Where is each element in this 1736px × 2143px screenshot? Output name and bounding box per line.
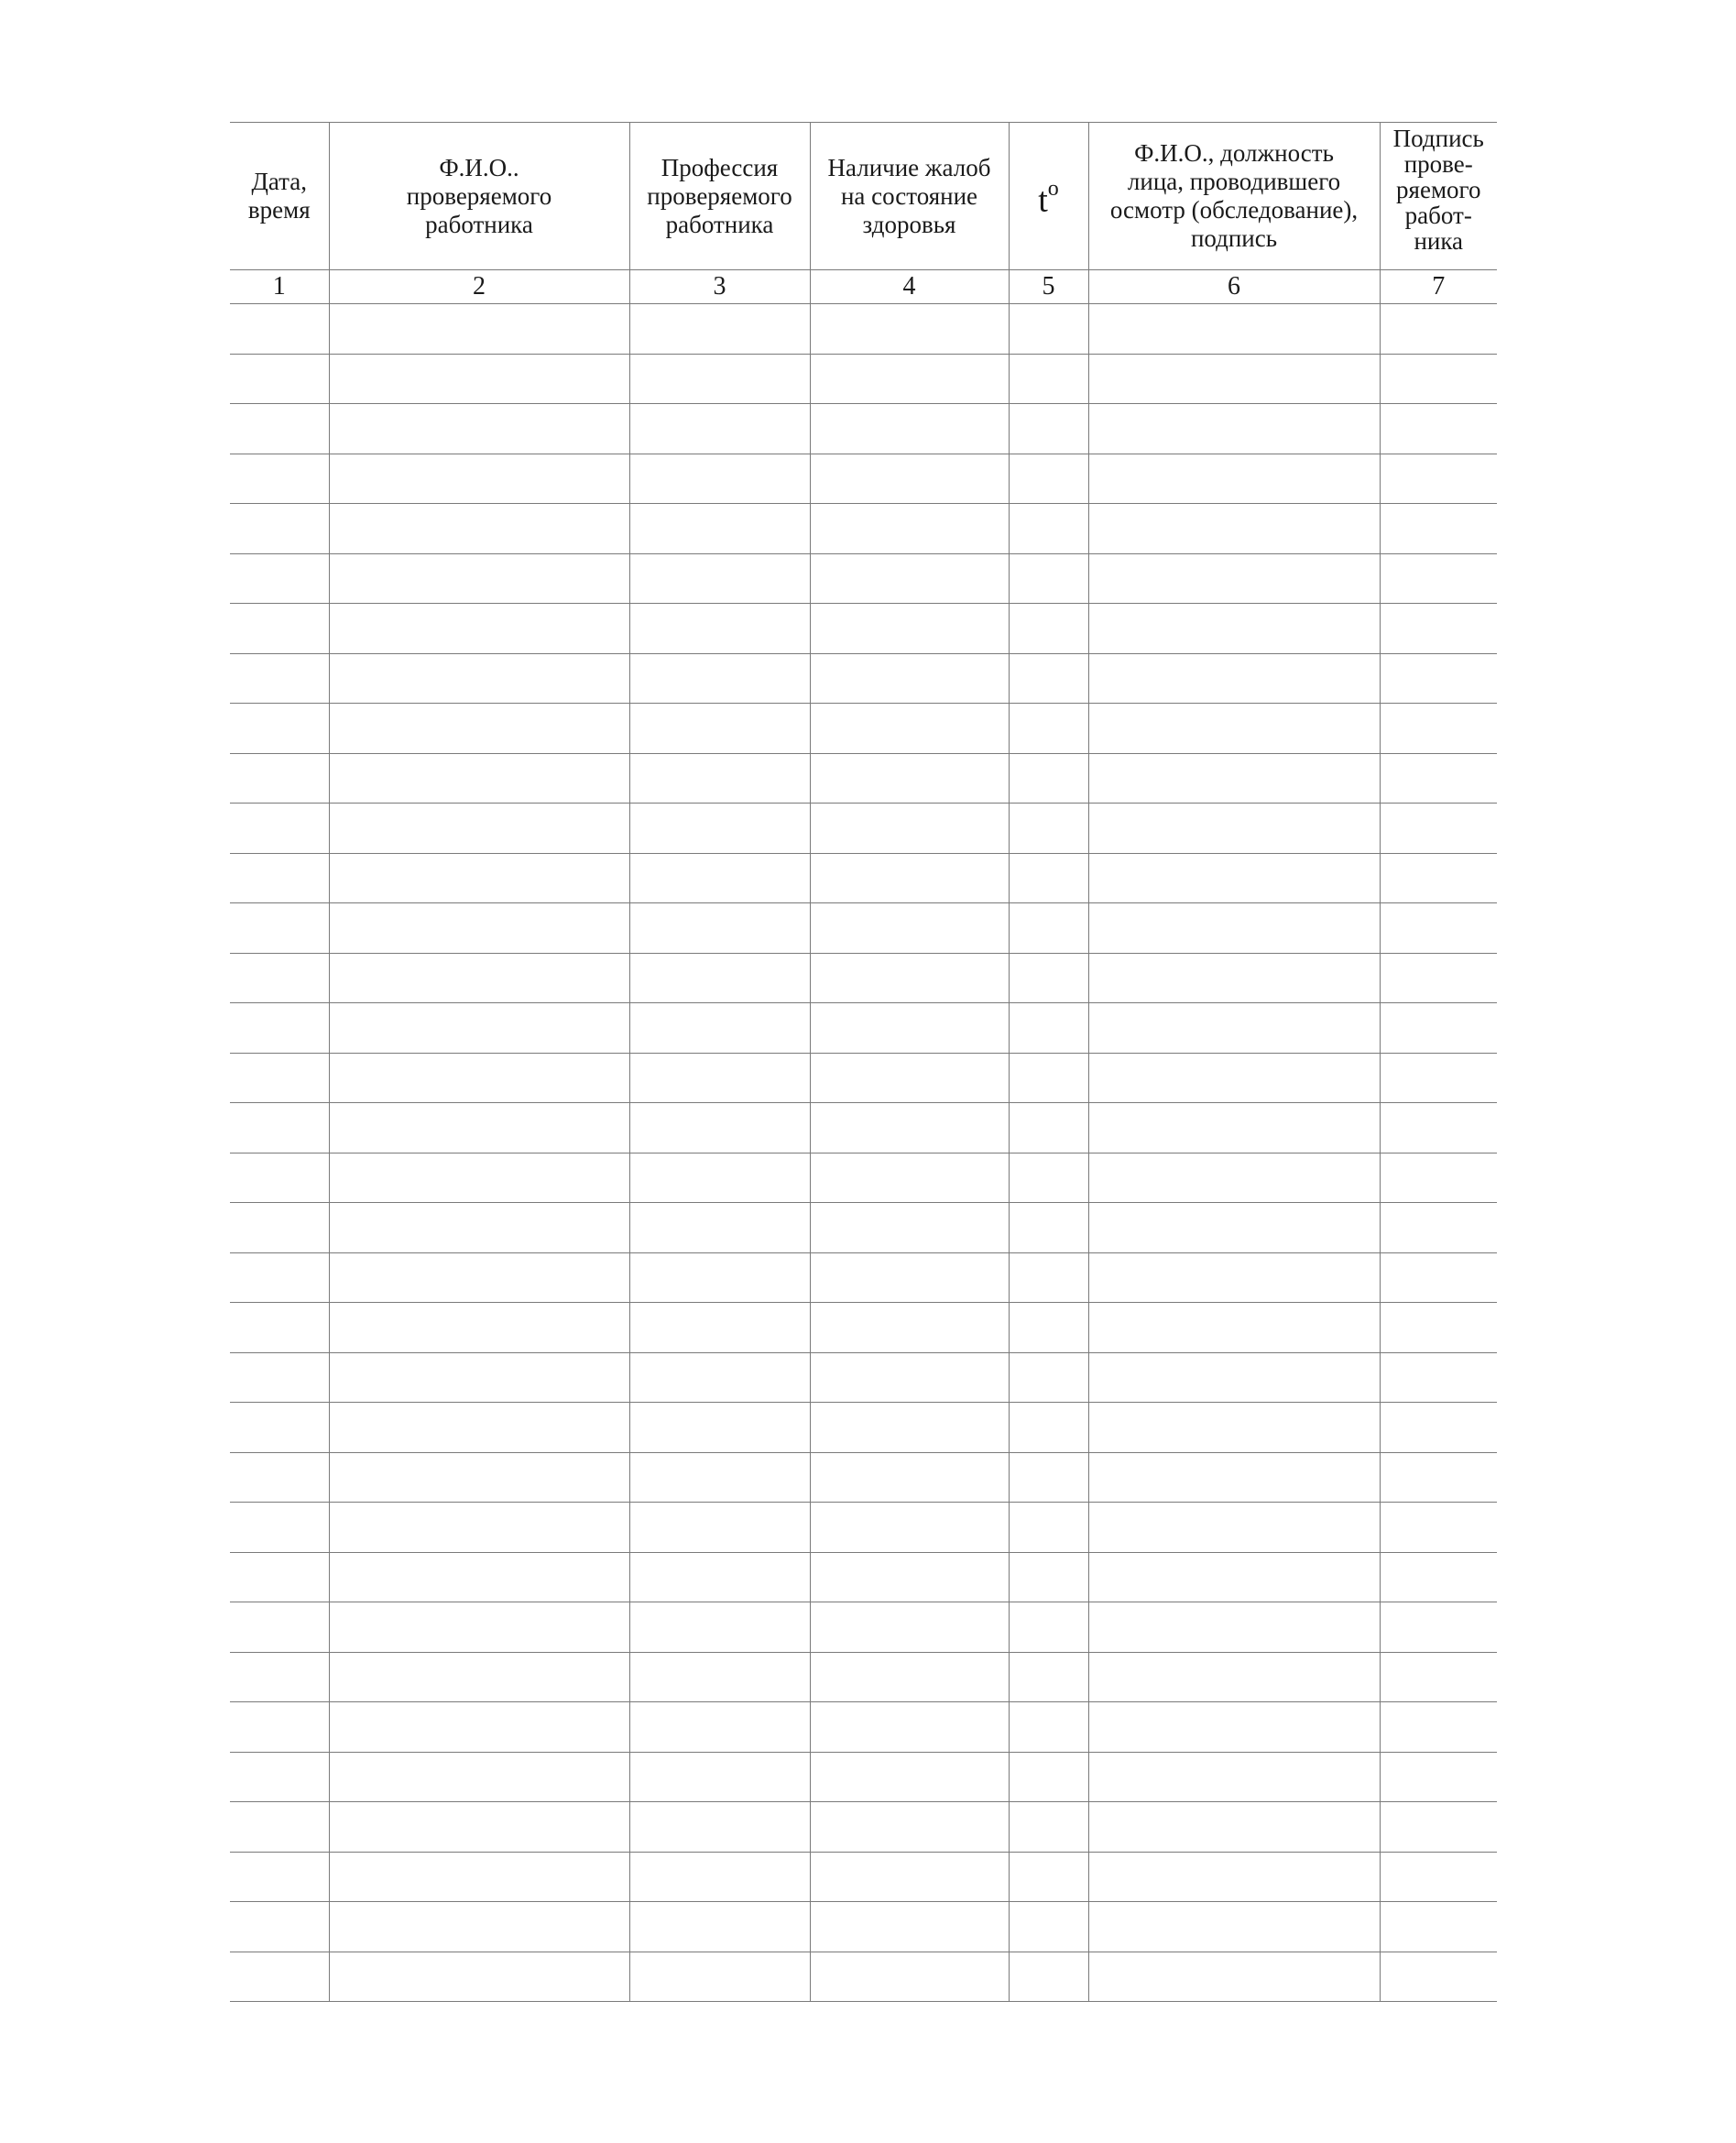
table-cell[interactable] [629, 804, 810, 854]
table-cell[interactable] [1009, 1552, 1088, 1602]
table-cell[interactable] [329, 804, 629, 854]
table-cell[interactable] [629, 1352, 810, 1403]
table-cell[interactable] [1009, 1503, 1088, 1553]
table-row [230, 1053, 1497, 1103]
table-cell[interactable] [629, 704, 810, 754]
table-cell[interactable] [230, 1602, 329, 1653]
table-cell[interactable] [230, 604, 329, 654]
table-cell[interactable] [629, 1203, 810, 1253]
table-cell[interactable] [629, 753, 810, 804]
column-number: 2 [329, 270, 629, 304]
table-cell[interactable] [1009, 953, 1088, 1003]
table-cell[interactable] [1088, 653, 1380, 704]
table-cell[interactable] [1088, 1702, 1380, 1753]
table-cell[interactable] [629, 553, 810, 604]
table-cell[interactable] [1380, 604, 1497, 654]
table-row [230, 604, 1497, 654]
table-cell[interactable] [1009, 1153, 1088, 1203]
table-cell[interactable] [230, 1503, 329, 1553]
table-cell[interactable] [1380, 1003, 1497, 1054]
table-cell[interactable] [230, 653, 329, 704]
table-cell[interactable] [230, 1802, 329, 1853]
table-cell[interactable] [329, 1852, 629, 1902]
table-row [230, 804, 1497, 854]
table-cell[interactable] [1009, 903, 1088, 954]
table-cell[interactable] [1009, 1652, 1088, 1702]
table-cell[interactable] [329, 953, 629, 1003]
table-cell[interactable] [810, 1252, 1009, 1303]
table-cell[interactable] [1088, 1452, 1380, 1503]
table-row [230, 1452, 1497, 1503]
table-cell[interactable] [1088, 1352, 1380, 1403]
table-cell[interactable] [1009, 1802, 1088, 1853]
table-cell[interactable] [1009, 1702, 1088, 1753]
table-cell[interactable] [230, 804, 329, 854]
table-cell[interactable] [230, 953, 329, 1003]
header-temperature: $t^o$ [1009, 123, 1088, 270]
table-cell[interactable] [1009, 853, 1088, 903]
table-cell[interactable] [629, 1153, 810, 1203]
column-number: 5 [1009, 270, 1088, 304]
table-cell[interactable] [810, 553, 1009, 604]
table-cell[interactable] [1088, 354, 1380, 404]
column-number: 4 [810, 270, 1009, 304]
table-cell[interactable] [329, 1552, 629, 1602]
table-cell[interactable] [810, 1552, 1009, 1602]
table-cell[interactable] [1009, 604, 1088, 654]
table-cell[interactable] [1088, 1902, 1380, 1952]
table-row [230, 1802, 1497, 1853]
table-cell[interactable] [810, 1952, 1009, 2002]
table-cell[interactable] [329, 1952, 629, 2002]
table-cell[interactable] [1009, 704, 1088, 754]
table-cell[interactable] [629, 1752, 810, 1802]
table-cell[interactable] [629, 1802, 810, 1853]
table-cell[interactable] [329, 504, 629, 554]
table-cell[interactable] [230, 1352, 329, 1403]
table-cell[interactable] [329, 1003, 629, 1054]
table-row [230, 504, 1497, 554]
table-cell[interactable] [1009, 804, 1088, 854]
column-number: 6 [1088, 270, 1380, 304]
table-cell[interactable] [1009, 1303, 1088, 1353]
degree-superscript: o [1047, 176, 1059, 201]
table-cell[interactable] [1380, 1452, 1497, 1503]
table-cell[interactable] [329, 354, 629, 404]
table-cell[interactable] [1009, 454, 1088, 504]
table-cell[interactable] [1380, 1752, 1497, 1802]
table-cell[interactable] [629, 1452, 810, 1503]
table-row [230, 304, 1497, 355]
table-cell[interactable] [329, 1303, 629, 1353]
table-cell[interactable] [1088, 804, 1380, 854]
table-cell[interactable] [329, 1452, 629, 1503]
table-cell[interactable] [629, 1652, 810, 1702]
table-cell[interactable] [329, 1403, 629, 1453]
table-row [230, 1902, 1497, 1952]
header-examiner: Ф.И.О., должность лица, проводившего осмотр (обследование), подпись [1088, 123, 1380, 270]
table-cell[interactable] [629, 953, 810, 1003]
table-cell[interactable] [1088, 1852, 1380, 1902]
table-row [230, 1003, 1497, 1054]
journal-sheet [230, 122, 1497, 2002]
table-cell[interactable] [329, 304, 629, 355]
header-date-time: Дата, время [230, 123, 329, 270]
table-cell[interactable] [329, 653, 629, 704]
table-row [230, 354, 1497, 404]
table-cell[interactable] [1380, 953, 1497, 1003]
table-cell[interactable] [230, 504, 329, 554]
table-cell[interactable] [230, 1852, 329, 1902]
table-cell[interactable] [230, 704, 329, 754]
table-cell[interactable] [1088, 753, 1380, 804]
table-cell[interactable] [810, 354, 1009, 404]
table-cell[interactable] [1088, 553, 1380, 604]
table-row [230, 1103, 1497, 1154]
table-cell[interactable] [1009, 1852, 1088, 1902]
table-cell[interactable] [1088, 1652, 1380, 1702]
table-cell[interactable] [810, 1403, 1009, 1453]
table-cell[interactable] [629, 1403, 810, 1453]
table-cell[interactable] [329, 1802, 629, 1853]
table-cell[interactable] [230, 1303, 329, 1353]
table-cell[interactable] [329, 704, 629, 754]
table-cell[interactable] [1088, 504, 1380, 554]
table-cell[interactable] [1088, 454, 1380, 504]
table-cell[interactable] [1009, 1053, 1088, 1103]
table-cell[interactable] [810, 704, 1009, 754]
table-cell[interactable] [1009, 1252, 1088, 1303]
table-cell[interactable] [810, 1652, 1009, 1702]
table-cell[interactable] [1380, 1852, 1497, 1902]
table-cell[interactable] [230, 553, 329, 604]
table-cell[interactable] [810, 1852, 1009, 1902]
table-cell[interactable] [329, 1752, 629, 1802]
table-cell[interactable] [1009, 553, 1088, 604]
table-cell[interactable] [629, 1852, 810, 1902]
table-cell[interactable] [629, 504, 810, 554]
table-row [230, 903, 1497, 954]
table-cell[interactable] [1088, 304, 1380, 355]
table-cell[interactable] [1088, 1752, 1380, 1802]
table-cell[interactable] [1088, 903, 1380, 954]
table-cell[interactable] [1380, 553, 1497, 604]
table-cell[interactable] [329, 1103, 629, 1154]
table-row [230, 1303, 1497, 1353]
table-row [230, 1552, 1497, 1602]
table-row [230, 753, 1497, 804]
table-cell[interactable] [329, 1602, 629, 1653]
table-cell[interactable] [1088, 1203, 1380, 1253]
table-cell[interactable] [329, 1203, 629, 1253]
column-number: 7 [1380, 270, 1497, 304]
table-cell[interactable] [810, 1352, 1009, 1403]
column-number: 1 [230, 270, 329, 304]
table-cell[interactable] [230, 454, 329, 504]
table-cell[interactable] [1088, 1602, 1380, 1653]
table-cell[interactable] [1009, 1602, 1088, 1653]
table-cell[interactable] [1009, 753, 1088, 804]
table-cell[interactable] [1009, 404, 1088, 454]
table-cell[interactable] [1380, 1503, 1497, 1553]
table-cell[interactable] [810, 903, 1009, 954]
table-row [230, 1852, 1497, 1902]
table-cell[interactable] [1380, 1203, 1497, 1253]
table-row [230, 404, 1497, 454]
table-cell[interactable] [629, 1952, 810, 2002]
table-row [230, 853, 1497, 903]
table-cell[interactable] [810, 504, 1009, 554]
table-cell[interactable] [810, 454, 1009, 504]
table-cell[interactable] [1088, 1503, 1380, 1553]
table-cell[interactable] [629, 304, 810, 355]
table-cell[interactable] [329, 853, 629, 903]
table-cell[interactable] [230, 1752, 329, 1802]
table-cell[interactable] [629, 454, 810, 504]
table-cell[interactable] [329, 553, 629, 604]
table-cell[interactable] [230, 1403, 329, 1453]
table-cell[interactable] [1088, 1153, 1380, 1203]
table-cell[interactable] [230, 304, 329, 355]
table-cell[interactable] [230, 753, 329, 804]
column-number: 3 [629, 270, 810, 304]
table-cell[interactable] [230, 1153, 329, 1203]
table-row [230, 454, 1497, 504]
table-cell[interactable] [1088, 404, 1380, 454]
table-cell[interactable] [1380, 1702, 1497, 1753]
table-cell[interactable] [230, 1952, 329, 2002]
table-cell[interactable] [1380, 1153, 1497, 1203]
header-health-complaints: Наличие жалоб на состояние здоровья [810, 123, 1009, 270]
table-cell[interactable] [1088, 1003, 1380, 1054]
table-cell[interactable] [1380, 1403, 1497, 1453]
table-cell[interactable] [1009, 1952, 1088, 2002]
table-cell[interactable] [810, 753, 1009, 804]
table-cell[interactable] [1380, 1902, 1497, 1952]
table-cell[interactable] [1088, 704, 1380, 754]
table-cell[interactable] [810, 1752, 1009, 1802]
table-row [230, 1602, 1497, 1653]
table-cell[interactable] [810, 1103, 1009, 1154]
table-cell[interactable] [629, 1902, 810, 1952]
table-cell[interactable] [810, 1053, 1009, 1103]
table-cell[interactable] [230, 853, 329, 903]
table-cell[interactable] [810, 1452, 1009, 1503]
table-row [230, 1702, 1497, 1753]
table-cell[interactable] [1380, 1952, 1497, 2002]
table-row [230, 1652, 1497, 1702]
table-cell[interactable] [230, 1252, 329, 1303]
table-cell[interactable] [1380, 1053, 1497, 1103]
table-cell[interactable] [1088, 604, 1380, 654]
table-row [230, 1952, 1497, 2002]
table-cell[interactable] [230, 404, 329, 454]
table-cell[interactable] [329, 404, 629, 454]
table-cell[interactable] [230, 903, 329, 954]
log-body [230, 304, 1497, 2002]
table-cell[interactable] [629, 1602, 810, 1653]
table-cell[interactable] [1380, 1802, 1497, 1853]
table-cell[interactable] [810, 1203, 1009, 1253]
table-cell[interactable] [329, 604, 629, 654]
table-cell[interactable] [230, 1053, 329, 1103]
table-row [230, 1752, 1497, 1802]
header-row [230, 123, 1497, 270]
table-cell[interactable] [230, 1552, 329, 1602]
table-cell[interactable] [629, 604, 810, 654]
table-cell[interactable] [329, 1252, 629, 1303]
table-cell[interactable] [1380, 1552, 1497, 1602]
table-cell[interactable] [230, 1702, 329, 1753]
table-cell[interactable] [329, 1053, 629, 1103]
header-worker-name: Ф.И.О.. проверяемого работника [329, 123, 629, 270]
table-cell[interactable] [810, 953, 1009, 1003]
table-cell[interactable] [1380, 1352, 1497, 1403]
table-cell[interactable] [629, 354, 810, 404]
table-row [230, 953, 1497, 1003]
table-cell[interactable] [230, 1452, 329, 1503]
table-cell[interactable] [230, 1103, 329, 1154]
table-cell[interactable] [1380, 853, 1497, 903]
table-cell[interactable] [810, 1602, 1009, 1653]
table-cell[interactable] [1380, 804, 1497, 854]
table-cell[interactable] [1380, 1303, 1497, 1353]
table-cell[interactable] [329, 1153, 629, 1203]
table-cell[interactable] [1380, 354, 1497, 404]
table-cell[interactable] [629, 1053, 810, 1103]
table-cell[interactable] [810, 604, 1009, 654]
table-cell[interactable] [329, 1652, 629, 1702]
table-cell[interactable] [329, 1352, 629, 1403]
table-cell[interactable] [1009, 1902, 1088, 1952]
table-cell[interactable] [810, 1153, 1009, 1203]
table-cell[interactable] [629, 1303, 810, 1353]
table-cell[interactable] [1009, 1103, 1088, 1154]
table-cell[interactable] [629, 1003, 810, 1054]
table-cell[interactable] [1009, 354, 1088, 404]
table-row [230, 1203, 1497, 1253]
table-cell[interactable] [1009, 304, 1088, 355]
table-cell[interactable] [810, 304, 1009, 355]
table-cell[interactable] [1380, 1252, 1497, 1303]
table-cell[interactable] [629, 653, 810, 704]
table-cell[interactable] [329, 753, 629, 804]
table-row [230, 1503, 1497, 1553]
table-cell[interactable] [1009, 1752, 1088, 1802]
table-cell[interactable] [1380, 504, 1497, 554]
table-row [230, 653, 1497, 704]
table-cell[interactable] [1088, 1103, 1380, 1154]
table-cell[interactable] [1009, 1403, 1088, 1453]
table-cell[interactable] [810, 404, 1009, 454]
table-cell[interactable] [629, 404, 810, 454]
table-cell[interactable] [629, 1252, 810, 1303]
column-number-row [230, 270, 1497, 304]
table-cell[interactable] [1009, 653, 1088, 704]
table-cell[interactable] [629, 853, 810, 903]
table-cell[interactable] [1380, 753, 1497, 804]
table-cell[interactable] [230, 1003, 329, 1054]
table-cell[interactable] [810, 1303, 1009, 1353]
header-worker-profession: Профессия проверяемого работника [629, 123, 810, 270]
table-cell[interactable] [1380, 404, 1497, 454]
table-cell[interactable] [1380, 454, 1497, 504]
table-cell[interactable] [810, 653, 1009, 704]
table-cell[interactable] [1009, 504, 1088, 554]
table-cell[interactable] [1380, 1103, 1497, 1154]
table-cell[interactable] [1009, 1452, 1088, 1503]
table-cell[interactable] [1088, 1403, 1380, 1453]
table-cell[interactable] [810, 1902, 1009, 1952]
table-row [230, 1153, 1497, 1203]
table-cell[interactable] [810, 1802, 1009, 1853]
table-cell[interactable] [629, 903, 810, 954]
table-row [230, 1352, 1497, 1403]
table-cell[interactable] [329, 454, 629, 504]
table-cell[interactable] [1380, 1602, 1497, 1653]
table-cell[interactable] [629, 1503, 810, 1553]
table-cell[interactable] [329, 1503, 629, 1553]
table-cell[interactable] [810, 1003, 1009, 1054]
table-row [230, 1252, 1497, 1303]
table-cell[interactable] [329, 1902, 629, 1952]
table-cell[interactable] [329, 903, 629, 954]
table-cell[interactable] [1009, 1003, 1088, 1054]
table-cell[interactable] [629, 1702, 810, 1753]
table-cell[interactable] [1088, 1552, 1380, 1602]
table-cell[interactable] [810, 1503, 1009, 1553]
table-row [230, 553, 1497, 604]
table-cell[interactable] [1088, 1802, 1380, 1853]
table-cell[interactable] [629, 1552, 810, 1602]
table-cell[interactable] [1380, 304, 1497, 355]
table-cell[interactable] [1088, 1252, 1380, 1303]
table-cell[interactable] [230, 1652, 329, 1702]
table-cell[interactable] [629, 1103, 810, 1154]
table-cell[interactable] [1380, 903, 1497, 954]
table-cell[interactable] [1088, 1303, 1380, 1353]
table-cell[interactable] [810, 853, 1009, 903]
table-cell[interactable] [810, 804, 1009, 854]
table-cell[interactable] [1380, 704, 1497, 754]
table-cell[interactable] [230, 1203, 329, 1253]
table-cell[interactable] [1088, 953, 1380, 1003]
table-cell[interactable] [1088, 853, 1380, 903]
table-cell[interactable] [1088, 1053, 1380, 1103]
table-cell[interactable] [230, 1902, 329, 1952]
table-row [230, 704, 1497, 754]
table-cell[interactable] [230, 354, 329, 404]
table-cell[interactable] [329, 1702, 629, 1753]
table-cell[interactable] [810, 1702, 1009, 1753]
table-cell[interactable] [1009, 1352, 1088, 1403]
table-cell[interactable] [1380, 653, 1497, 704]
health-check-log-table [230, 122, 1497, 2002]
table-row [230, 1403, 1497, 1453]
table-cell[interactable] [1009, 1203, 1088, 1253]
table-cell[interactable] [1088, 1952, 1380, 2002]
table-cell[interactable] [1380, 1652, 1497, 1702]
header-worker-signature: Подпись прове- ряемого работ- ника [1380, 123, 1497, 270]
